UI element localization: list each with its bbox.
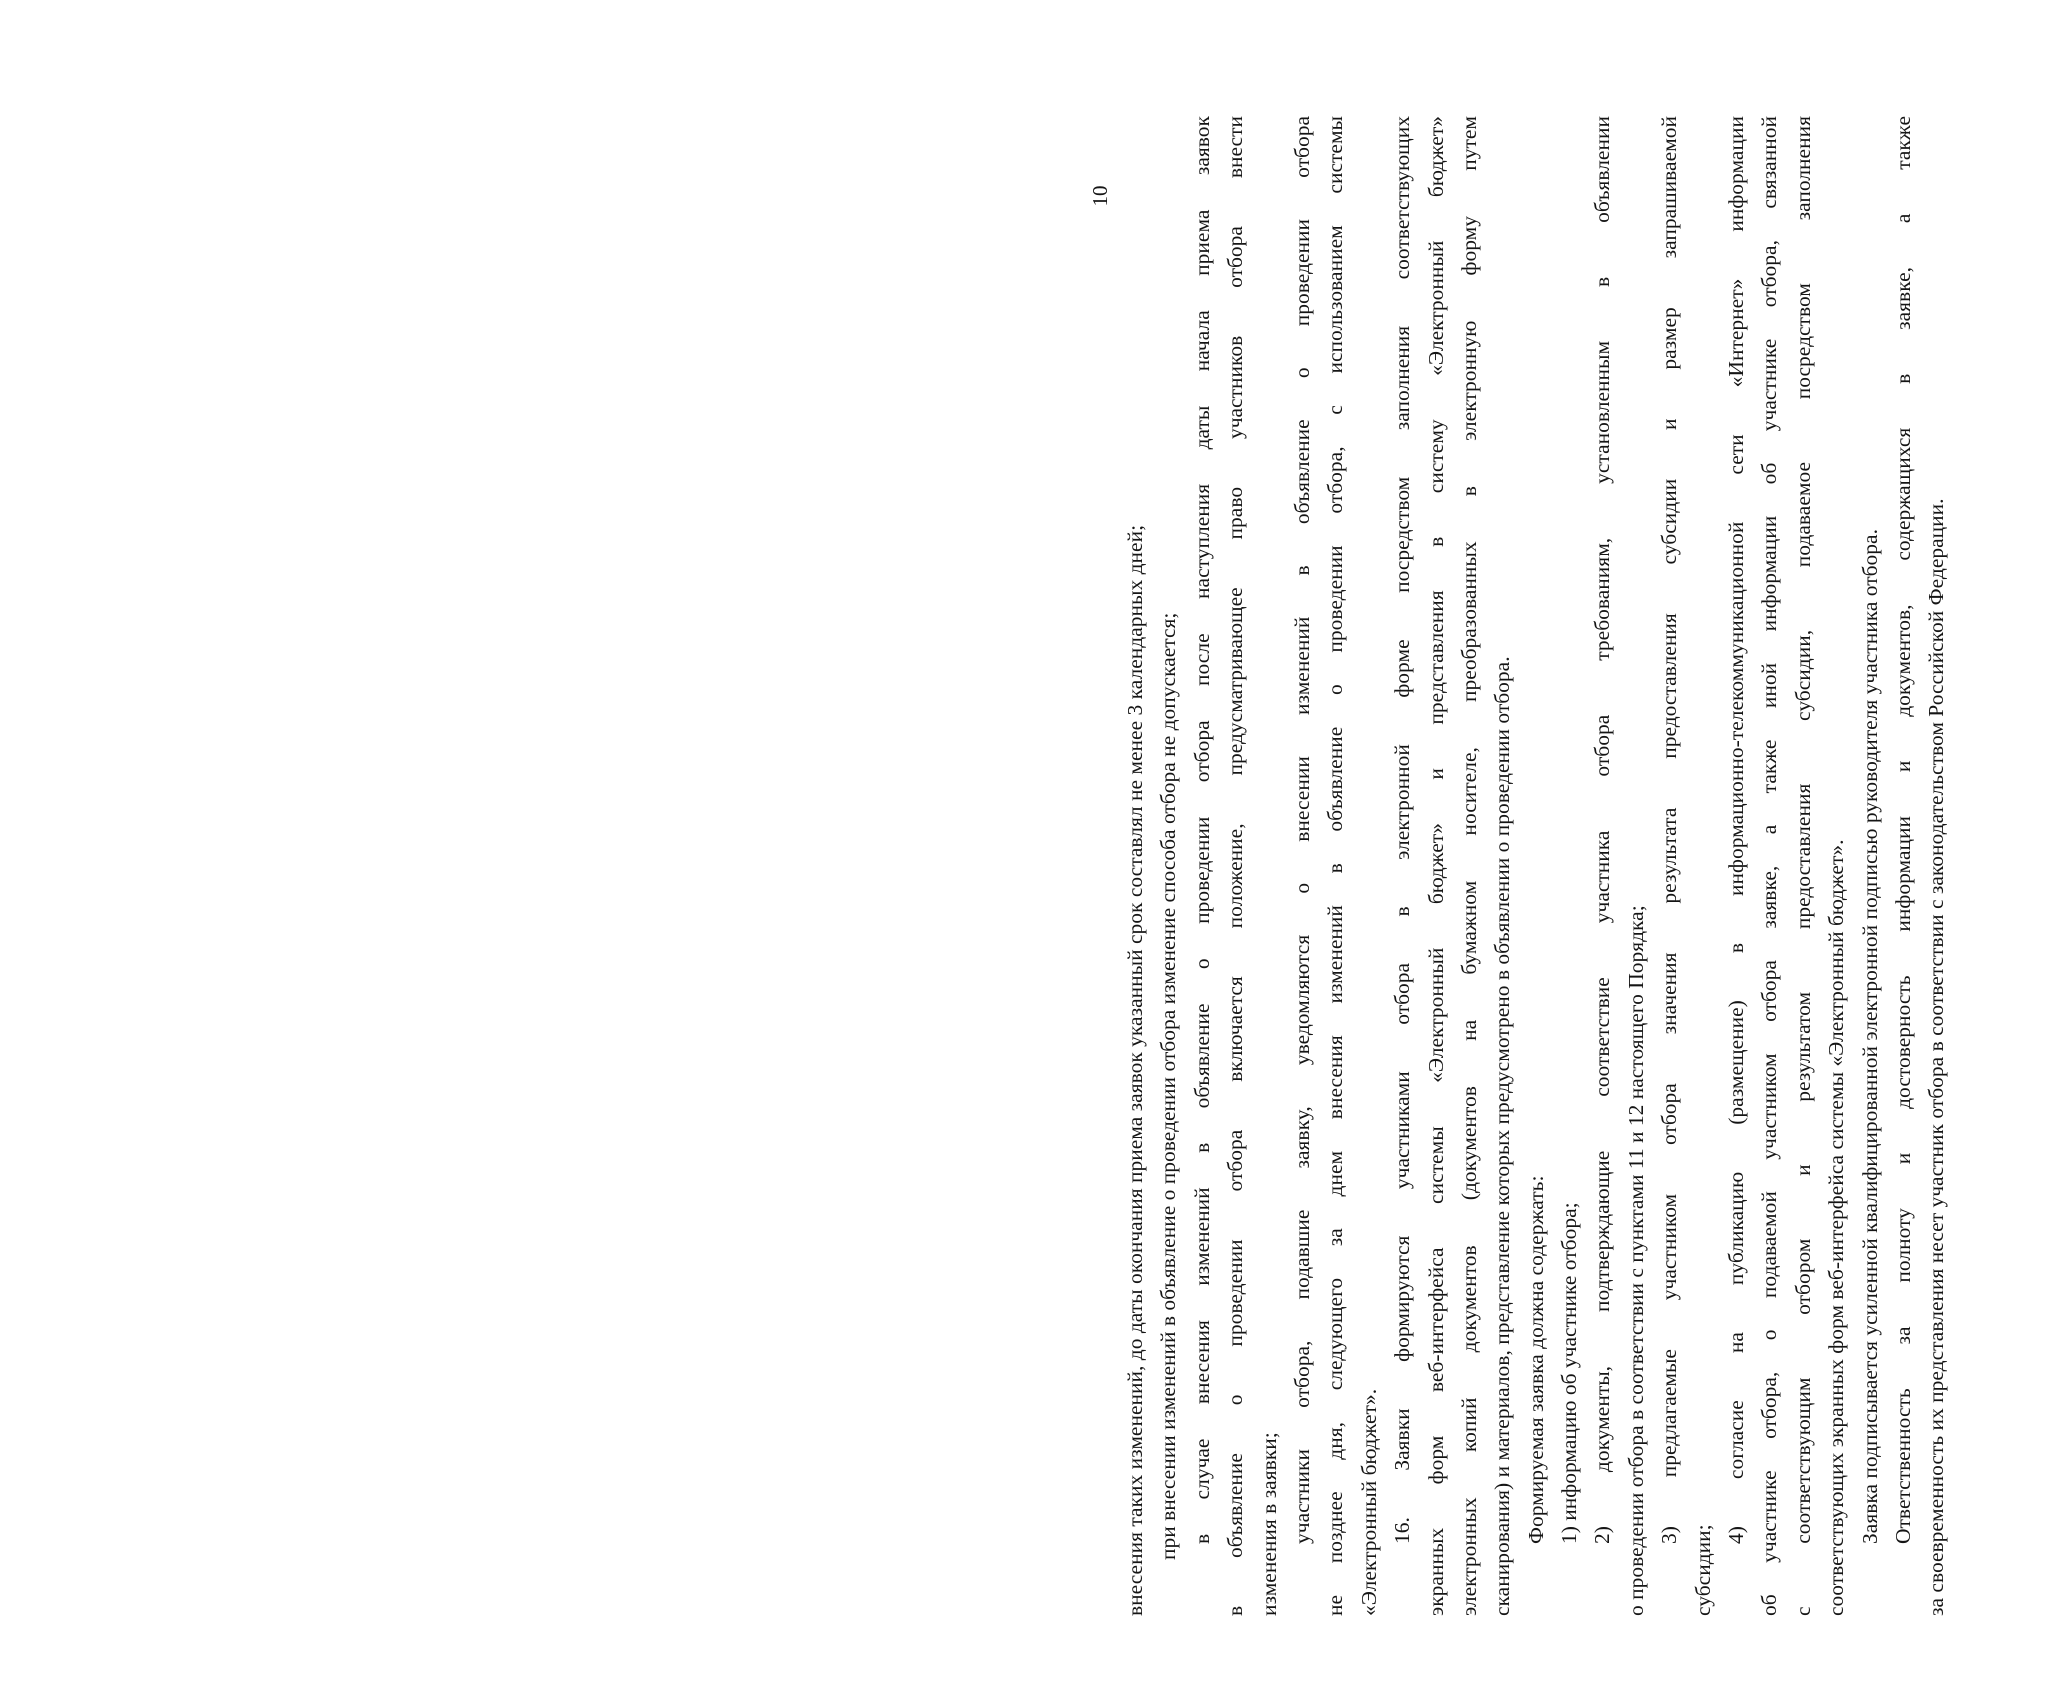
text-line-content: субсидии;	[1690, 1524, 1715, 1616]
text-line-content: внесения таких изменений, до даты окончания приема заявок указанный срок составлял не менее 3 календарных дней;	[1123, 524, 1147, 1616]
text-line	[1152, 116, 1185, 1616]
text-line-content: 3) предлагаемые участником отбора значения результата предоставления субсидии и размер запрашиваемой	[1657, 116, 1682, 1544]
text-line	[1720, 116, 1753, 1616]
text-line-content: 16. Заявки формируются участниками отбора в электронной форме посредством заполнения соответствующих	[1390, 116, 1415, 1544]
text-line-content: о проведении отбора в соответствии с пунктами 11 и 12 настоящего Порядка;	[1623, 905, 1648, 1616]
document-body	[1119, 116, 1954, 1616]
text-line	[1119, 116, 1152, 1616]
text-line-content: об участнике отбора, о подаваемой участником отбора заявке, а также иной информации об участнике отбора, связанной	[1757, 116, 1782, 1616]
text-line	[1787, 116, 1820, 1616]
text-line	[1253, 116, 1286, 1616]
text-line	[1353, 116, 1386, 1616]
text-line-content: Заявка подписывается усиленной квалифицированной электронной подписью руководителя участника отбора.	[1857, 529, 1882, 1544]
text-line-content: при внесении изменений в объявление о проведении отбора изменение способа отбора не допускается;	[1156, 612, 1181, 1560]
text-line	[1319, 116, 1352, 1616]
text-line	[1920, 116, 1953, 1616]
text-line-content: Формируемая заявка должна содержать:	[1523, 1175, 1548, 1544]
text-line-content: сканирования) и материалов, представление которых предусмотрено в объявлении о проведении отбора.	[1490, 656, 1515, 1616]
text-line-content: в объявление о проведении отбора включается положение, предусматривающее право участников отбора внести	[1223, 116, 1248, 1616]
page-number: 10	[1088, 185, 1112, 207]
text-line	[1653, 116, 1686, 1616]
text-line	[1219, 116, 1252, 1616]
text-line	[1486, 116, 1519, 1616]
text-line-content: экранных форм веб-интерфейса системы «Электронный бюджет» и представления в систему «Электронный бюджет»	[1423, 116, 1448, 1616]
text-line	[1854, 116, 1887, 1616]
text-line	[1386, 116, 1419, 1616]
text-line	[1753, 116, 1786, 1616]
text-line-content: в случае внесения изменений в объявление о проведении отбора после наступления даты начала приема заявок	[1189, 116, 1214, 1544]
text-line	[1820, 116, 1853, 1616]
text-line	[1687, 116, 1720, 1616]
text-line-content: соответствующих экранных форм веб-интерфейса системы «Электронный бюджет».	[1824, 839, 1849, 1616]
text-line	[1887, 116, 1920, 1616]
text-line-content: участники отбора, подавшие заявку, уведомляются о внесении изменений в объявление о проведении отбора	[1289, 116, 1314, 1544]
text-line	[1553, 116, 1586, 1616]
text-line-content: изменения в заявки;	[1256, 1432, 1281, 1616]
text-line-content: 2) документы, подтверждающие соответствие участника отбора требованиям, установленным в объявлении	[1590, 116, 1615, 1544]
text-line-content: электронных копий документов (документов на бумажном носителе, преобразованных в электронную форму путем	[1456, 116, 1481, 1616]
text-line	[1186, 116, 1219, 1616]
text-line	[1420, 116, 1453, 1616]
text-line-content: с соответствующим отбором и результатом предоставления субсидии, подаваемое посредством заполнения	[1790, 116, 1815, 1616]
text-line-content: 1) информацию об участнике отбора;	[1557, 1202, 1582, 1544]
text-line-content: не позднее дня, следующего за днем внесения изменений в объявление о проведении отбора, с использованием системы	[1323, 116, 1348, 1616]
text-line	[1520, 116, 1553, 1616]
text-line-content: за своевременность их представления несет участник отбора в соответствии с законодательством Российской Федерации.	[1924, 498, 1949, 1616]
text-line-content: 4) согласие на публикацию (размещение) в информационно-телекоммуникационной сети «Интернет» информации	[1724, 116, 1749, 1544]
text-line	[1620, 116, 1653, 1616]
text-line	[1586, 116, 1619, 1616]
text-line	[1453, 116, 1486, 1616]
text-line-content: «Электронный бюджет».	[1356, 1388, 1381, 1616]
rotated-page-content	[1085, 116, 2060, 1616]
text-line	[1286, 116, 1319, 1616]
text-line-content: Ответственность за полноту и достоверность информации и документов, содержащихся в заявке, а также	[1890, 116, 1915, 1544]
